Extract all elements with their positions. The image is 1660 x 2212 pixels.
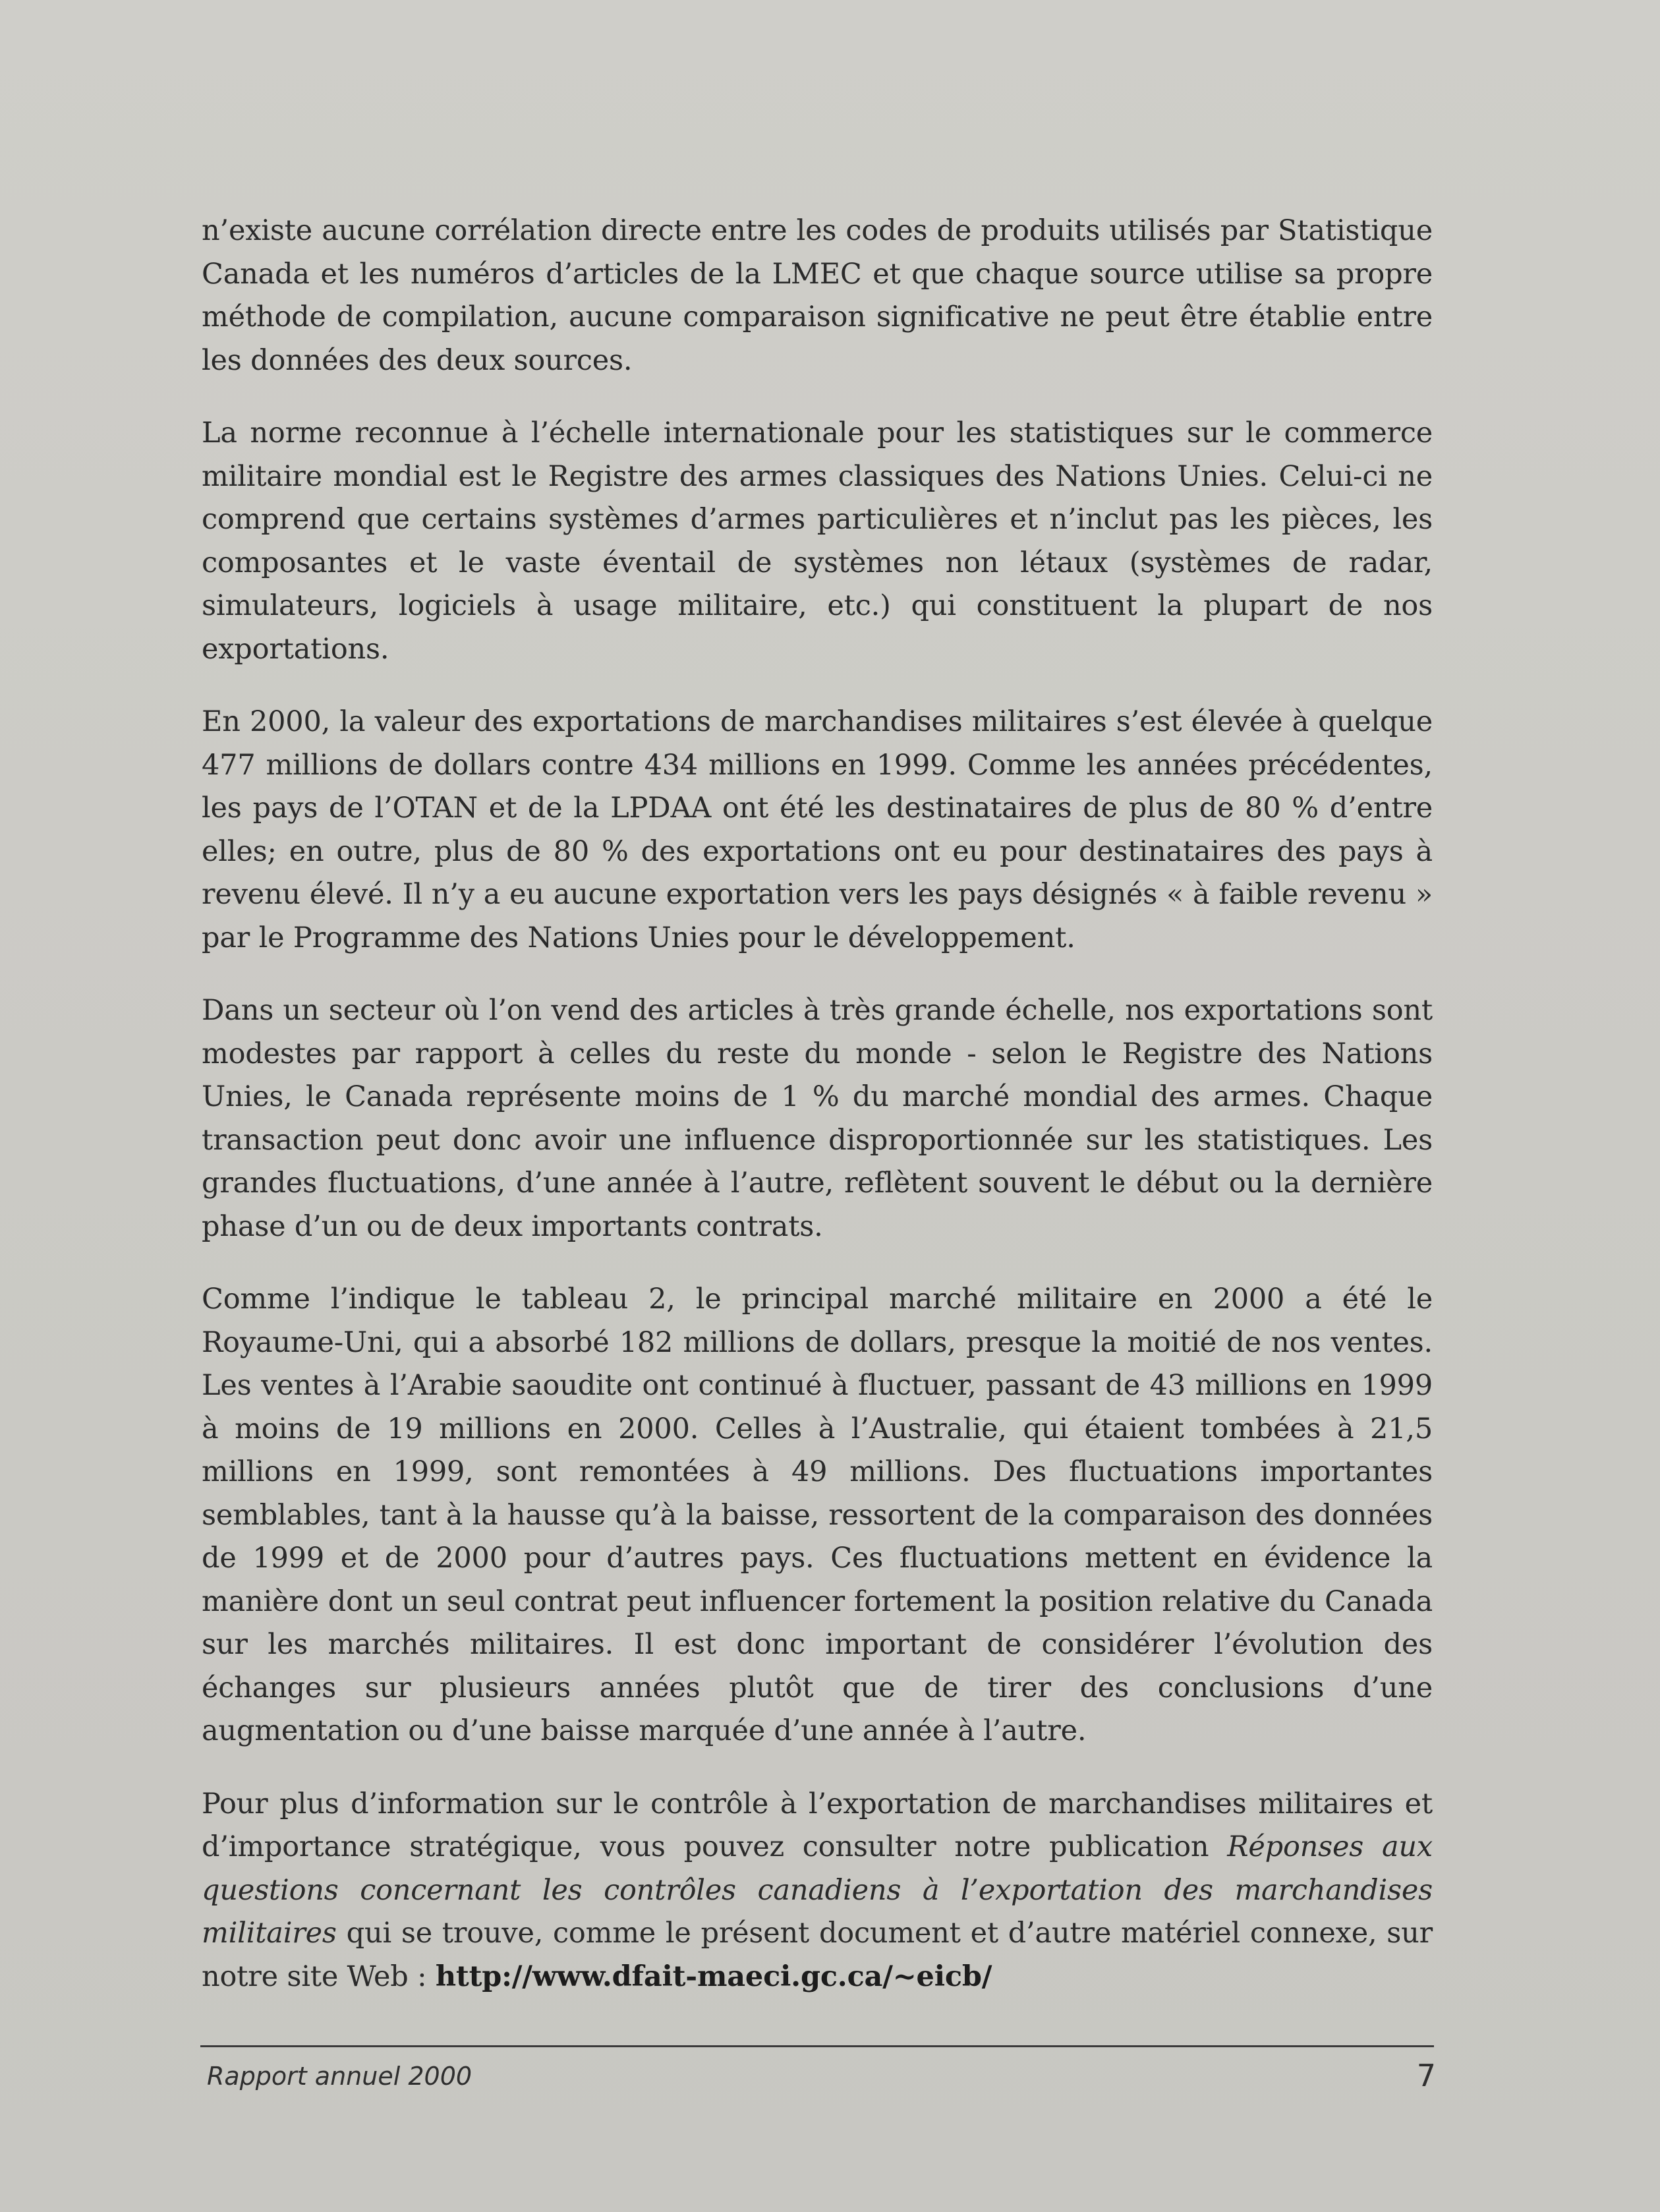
- footer-report-title: Rapport annuel 2000: [207, 2062, 472, 2091]
- page-number: 7: [1416, 2058, 1436, 2093]
- paragraph-6-middle: qui se trouve, comme le présent document et d’autre matériel connexe, sur notre site Web :: [202, 1917, 1433, 1993]
- footer-divider: [200, 2045, 1434, 2047]
- body-text: [202, 210, 1433, 2028]
- paragraph-6-intro: Pour plus d’information sur le contrôle à l’exportation de marchandises militaires et d’importance stratégique, vous pouvez consulter notre publication: [202, 1787, 1433, 1863]
- paragraph-2: La norme reconnue à l’échelle internationale pour les statistiques sur le commerce militaire mondial est le Registre des armes classiques des Nations Unies. Celui-ci ne comprend que certains systèmes d’armes particulières et n’inclut pas les pièces, les composantes et le vaste éventail de systèmes non létaux (systèmes de radar, simulateurs, logiciels à usage militaire, etc.) qui constituent la plupart de nos exportations.: [202, 417, 1433, 666]
- website-url: http://www.dfait-maeci.gc.ca/~eicb/: [435, 1960, 992, 1993]
- paragraph-1: n’existe aucune corrélation directe entre les codes de produits utilisés par Statistique Canada et les numéros d’articles de la LMEC et que chaque source utilise sa propre méthode de compilation, aucune comparaison significative ne peut être établie entre les données des deux sources.: [202, 214, 1433, 377]
- paragraph-6: [202, 1783, 1433, 1999]
- paragraph-5: Comme l’indique le tableau 2, le principal marché militaire en 2000 a été le Royaume-Uni, qui a absorbé 182 millions de dollars, presque la moitié de nos ventes. Les ventes à l’Arabie saoudite ont continué à fluctuer, passant de 43 millions en 1999 à moins de 19 millions en 2000. Celles à l’Australie, qui étaient tombées à 21,5 millions en 1999, sont remontées à 49 millions. Des fluctuations importantes semblables, tant à la hausse qu’à la baisse, ressortent de la comparaison des données de 1999 et de 2000 pour d’autres pays. Ces fluctuations mettent en évidence la manière dont un seul contrat peut influencer fortement la position relative du Canada sur les marchés militaires. Il est donc important de considérer l’évolution des échanges sur plusieurs années plutôt que de tirer des conclusions d’une augmentation ou d’une baisse marquée d’une année à l’autre.: [202, 1283, 1433, 1747]
- paragraph-3: En 2000, la valeur des exportations de marchandises militaires s’est élevée à quelque 477 millions de dollars contre 434 millions en 1999. Comme les années précédentes, les pays de l’OTAN et de la LPDAA ont été les destinataires de plus de 80 % d’entre elles; en outre, plus de 80 % des exportations ont eu pour destinataires des pays à revenu élevé. Il n’y a eu aucune exportation vers les pays désignés « à faible revenu » par le Programme des Nations Unies pour le développement.: [202, 705, 1433, 954]
- publication-title: Réponses aux questions concernant les contrôles canadiens à l’exportation des marchandises militaires: [202, 1830, 1433, 1950]
- paragraph-4: Dans un secteur où l’on vend des articles à très grande échelle, nos exportations sont modestes par rapport à celles du reste du monde - selon le Registre des Nations Unies, le Canada représente moins de 1 % du marché mondial des armes. Chaque transaction peut donc avoir une influence disproportionnée sur les statistiques. Les grandes fluctuations, d’une année à l’autre, reflètent souvent le début ou la dernière phase d’un ou de deux importants contrats.: [202, 994, 1433, 1243]
